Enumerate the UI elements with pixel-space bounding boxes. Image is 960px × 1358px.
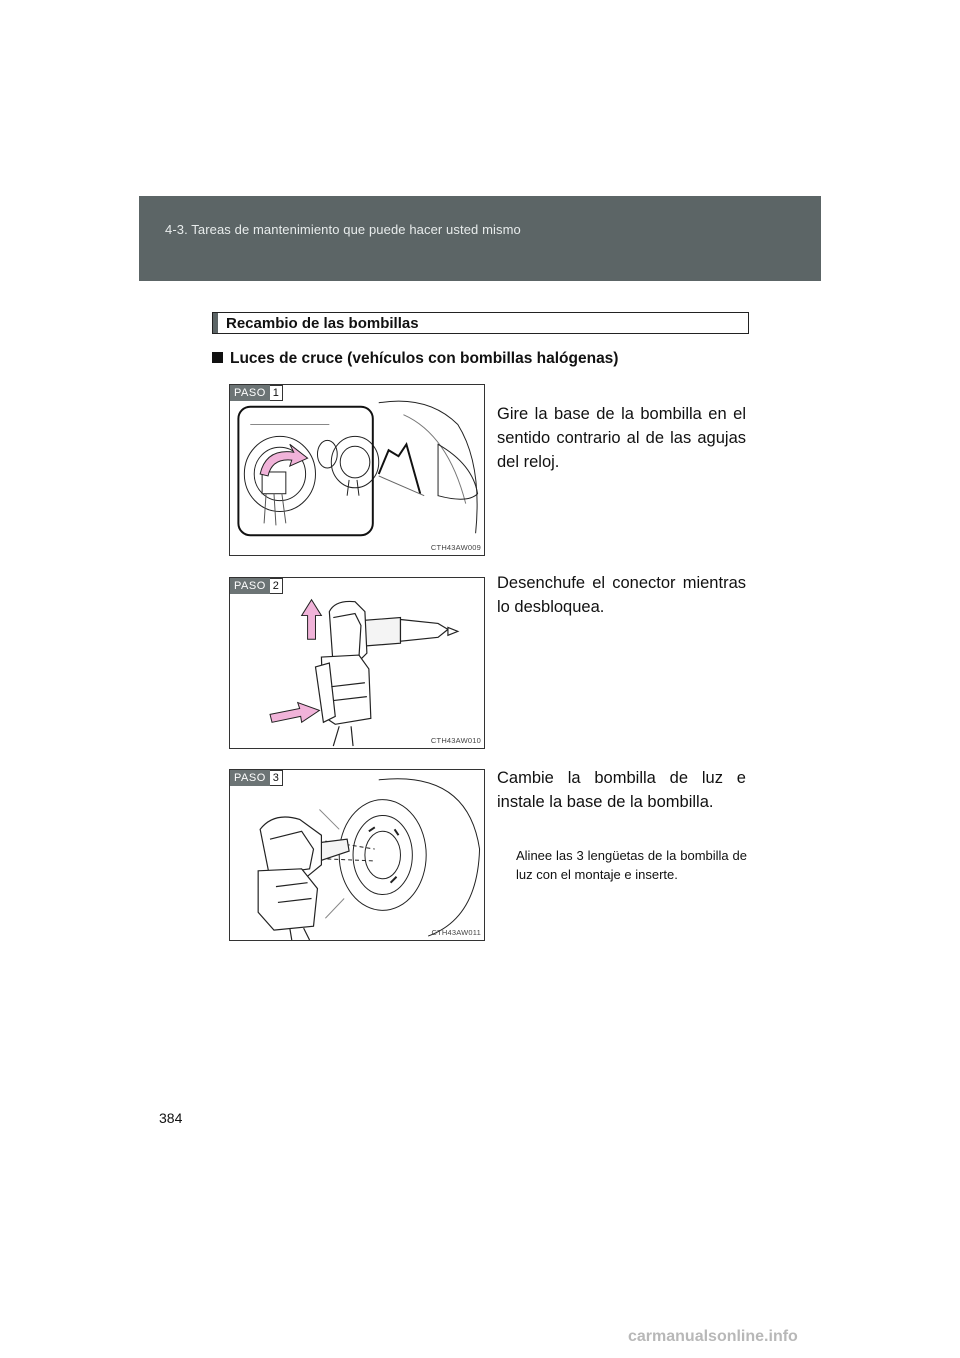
connector-unplug-illustration bbox=[230, 578, 484, 748]
page-number: 384 bbox=[159, 1110, 183, 1126]
step-2-figure bbox=[229, 577, 485, 749]
step-3-text: Cambie la bombilla de luz e instale la base de la bombilla. bbox=[497, 769, 746, 811]
step-3-note: Alinee las 3 lengüetas de la bombilla de luz con el montaje e inserte. bbox=[516, 848, 747, 882]
subheading-text: Luces de cruce (vehículos con bombillas halógenas) bbox=[230, 350, 619, 367]
bulb-install-illustration bbox=[230, 770, 484, 940]
step-2-badge bbox=[230, 578, 283, 594]
step-2-number: 2 bbox=[270, 578, 283, 594]
step-1-number: 1 bbox=[270, 385, 283, 401]
square-bullet-icon bbox=[212, 352, 223, 363]
step-2-figure-code: CTH43AW010 bbox=[430, 736, 481, 745]
step-3-word: PASO bbox=[230, 770, 270, 786]
step-3-badge bbox=[230, 770, 283, 786]
subheading bbox=[212, 350, 618, 368]
step-2-text: Desenchufe el conector mientras lo desbloquea. bbox=[497, 574, 746, 616]
step-3-number: 3 bbox=[270, 770, 283, 786]
step-1-badge bbox=[230, 385, 283, 401]
headlight-rear-illustration bbox=[230, 385, 484, 555]
watermark: carmanualsonline.info bbox=[628, 1328, 798, 1345]
step-2-word: PASO bbox=[230, 578, 270, 594]
section-title: Recambio de las bombillas bbox=[226, 315, 419, 332]
step-1-word: PASO bbox=[230, 385, 270, 401]
step-1-text: Gire la base de la bombilla en el sentido contrario al de las agujas del reloj. bbox=[497, 405, 746, 471]
section-marker bbox=[213, 313, 218, 333]
section-title-box bbox=[212, 312, 749, 334]
step-3-figure-code: CTH43AW011 bbox=[431, 928, 481, 937]
chapter-header bbox=[139, 196, 821, 281]
step-1-figure-code: CTH43AW009 bbox=[430, 543, 481, 552]
step-1-figure bbox=[229, 384, 485, 556]
step-3-figure bbox=[229, 769, 485, 941]
chapter-label: 4-3. Tareas de mantenimiento que puede hacer usted mismo bbox=[165, 222, 521, 237]
